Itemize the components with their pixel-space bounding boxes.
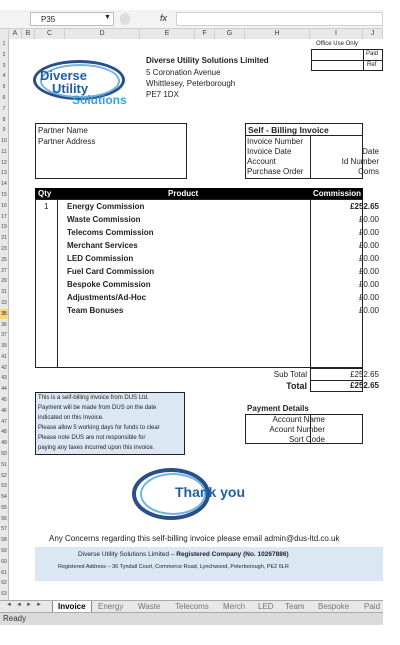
product-header: Product (168, 189, 199, 198)
row-header[interactable]: 14 (1, 181, 7, 188)
commission-header: Commission (313, 189, 362, 198)
item-amount: £0.00 (358, 306, 379, 315)
item-product: Adjustments/Ad-Hoc (67, 293, 147, 302)
total-value: £252.65 (350, 381, 379, 390)
note-line: indicated on this Invoice. (38, 415, 104, 421)
row-header[interactable]: 2 (2, 51, 6, 58)
thank-you-text: Thank you (175, 484, 246, 500)
row-headers (0, 39, 9, 600)
row-header[interactable]: 33 (1, 299, 7, 306)
invoice-date-value: Date (362, 147, 379, 156)
tab-telecoms[interactable]: Telecoms (175, 602, 209, 611)
row-header[interactable]: 39 (1, 343, 7, 350)
item-amount: £0.00 (358, 267, 379, 276)
row-header[interactable]: 31 (1, 289, 7, 296)
tab-led[interactable]: LED (258, 602, 274, 611)
row-header[interactable]: 57 (1, 526, 7, 533)
item-qty: 1 (44, 202, 49, 211)
ref-label: Ref (367, 62, 377, 68)
row-header[interactable]: 15 (1, 192, 7, 199)
status-bar (0, 612, 383, 625)
qty-header: Qty (38, 189, 52, 198)
row-header[interactable]: 12 (1, 159, 7, 166)
sort-code-label: Sort Code (288, 435, 325, 444)
row-header[interactable]: 50 (1, 450, 7, 457)
partner-address-label: Partner Address (38, 137, 96, 146)
table-header (35, 188, 363, 199)
formula-separator-icon (120, 13, 130, 25)
row-header[interactable]: 6 (2, 94, 6, 101)
note-line: This is a self-billing invoice from DUS Ltd. (38, 395, 149, 401)
company-address-1: 5 Coronation Avenue (146, 68, 221, 77)
item-product: LED Commission (67, 254, 134, 263)
logo-word-solutions: Solutions (72, 93, 127, 107)
first-sheet-icon[interactable]: ◄ (6, 602, 12, 608)
tab-team[interactable]: Team (285, 602, 305, 611)
concerns-text: Any Concerns regarding this self-billing invoice please email admin@dus-ltd.co.uk (49, 534, 340, 543)
column-header[interactable]: C (35, 29, 65, 39)
row-header[interactable]: 25 (1, 256, 7, 263)
row-header[interactable]: 63 (1, 591, 7, 598)
divider (310, 199, 311, 368)
company-address-2: Whittlesey, Peterborough (146, 79, 236, 88)
row-header[interactable]: 49 (1, 440, 7, 447)
row-header[interactable]: 19 (1, 224, 7, 231)
tab-bespoke[interactable]: Bespoke (318, 602, 350, 611)
total-label: Total (286, 381, 307, 391)
row-header[interactable]: 53 (1, 483, 7, 490)
item-product: Waste Commission (67, 215, 141, 224)
row-header[interactable]: 43 (1, 375, 7, 382)
tab-energy[interactable]: Energy (98, 602, 124, 611)
item-product: Team Bonuses (67, 306, 124, 315)
note-line: Please allow 5 working days for funds to clear (38, 425, 160, 431)
insert-function-icon[interactable]: fx (160, 13, 168, 23)
paid-label: Paid (366, 51, 379, 57)
divider (57, 199, 58, 368)
note-line: paying any taxes incurred upon this invoice. (38, 445, 155, 451)
row-header[interactable]: 37 (1, 332, 7, 339)
row-header[interactable]: 1 (2, 41, 6, 47)
footer-company: Diverse Utility Solutions Limited – (78, 551, 177, 558)
last-sheet-icon[interactable]: ► (36, 602, 42, 608)
logo-word-utility: Utility (52, 81, 89, 96)
invoice-title: Self - Billing Invoice (248, 125, 329, 135)
purchase-order-value: Coms (358, 167, 379, 176)
row-header[interactable]: 60 (1, 558, 7, 565)
item-amount: £0.00 (358, 254, 379, 263)
row-header[interactable]: 41 (1, 353, 7, 360)
subtotal-label: Sub Total (273, 370, 307, 379)
item-amount: £0.00 (358, 228, 379, 237)
subtotal-value: £252.65 (350, 370, 379, 379)
item-amount: £0.00 (358, 293, 379, 302)
row-header[interactable]: 51 (1, 461, 7, 468)
item-product: Merchant Services (67, 241, 138, 250)
select-all-corner[interactable] (0, 29, 9, 39)
footer-registration: Registered Company (No. 10267886) (176, 551, 289, 558)
column-header[interactable]: H (245, 29, 310, 39)
column-header[interactable]: D (65, 29, 140, 39)
divider (311, 60, 383, 61)
note-line: Payment will be made from DUS on the date (38, 405, 157, 411)
row-header[interactable]: 16 (1, 202, 7, 209)
tab-invoice[interactable]: Invoice (52, 601, 92, 613)
row-header[interactable]: 61 (1, 569, 7, 576)
item-product: Bespoke Commission (67, 280, 151, 289)
row-header[interactable]: 4 (2, 73, 6, 80)
account-number-label: Acount Number (269, 425, 325, 434)
item-product: Telecoms Commission (67, 228, 154, 237)
divider (245, 135, 363, 136)
name-box[interactable]: P35 (30, 12, 114, 26)
row-header[interactable]: 7 (2, 105, 6, 112)
row-header[interactable]: 56 (1, 515, 7, 522)
column-header[interactable]: I (310, 29, 363, 39)
payment-details-title: Payment Details (247, 404, 309, 413)
row-header[interactable]: 54 (1, 494, 7, 501)
note-line: Please note DUS are not responsible for (38, 435, 146, 441)
tab-merch[interactable]: Merch (223, 602, 246, 611)
divider (310, 135, 311, 179)
row-header[interactable]: 47 (1, 418, 7, 425)
row-header[interactable]: 10 (1, 138, 7, 145)
row-header[interactable]: 46 (1, 407, 7, 414)
invoice-date-label: Invoice Date (247, 147, 292, 156)
row-header[interactable]: 13 (1, 170, 7, 177)
row-header[interactable]: 11 (1, 148, 7, 155)
row-header[interactable]: 62 (1, 580, 7, 587)
row-header[interactable]: 35 (0, 309, 8, 320)
tab-waste[interactable]: Waste (138, 602, 161, 611)
column-header[interactable]: B (22, 29, 35, 39)
company-postcode: PE7 1DX (146, 90, 179, 99)
row-header[interactable]: 9 (2, 127, 6, 134)
column-header[interactable]: E (140, 29, 195, 39)
office-use-title: Office Use Only (316, 41, 358, 47)
row-header[interactable]: 55 (1, 504, 7, 511)
row-header[interactable]: 23 (1, 245, 7, 252)
row-header[interactable]: 29 (1, 278, 7, 285)
item-product: Fuel Card Commission (67, 267, 155, 276)
purchase-order-label: Purchase Order (247, 167, 304, 176)
row-header[interactable]: 52 (1, 472, 7, 479)
item-amount: £252.65 (350, 202, 379, 211)
account-name-label: Account Name (272, 415, 325, 424)
invoice-number-label: Invoice Number (247, 137, 304, 146)
item-amount: £0.00 (358, 215, 379, 224)
partner-name-label: Partner Name (38, 126, 88, 135)
item-amount: £0.00 (358, 280, 379, 289)
formula-input[interactable] (176, 12, 383, 26)
row-header[interactable]: 59 (1, 548, 7, 555)
row-header[interactable]: 44 (1, 386, 7, 393)
prev-sheet-icon[interactable]: ◄ (16, 602, 22, 608)
tab-paid[interactable]: Paid (364, 602, 381, 611)
account-value: Id Number (341, 157, 379, 166)
item-product: Energy Commission (67, 202, 145, 211)
row-header[interactable]: 21 (1, 235, 7, 242)
item-amount: £0.00 (358, 241, 379, 250)
footer-line-1 (78, 551, 289, 558)
row-header[interactable]: 42 (1, 364, 7, 371)
column-header[interactable]: J (363, 29, 383, 39)
column-header[interactable]: G (215, 29, 245, 39)
status-text: Ready (3, 614, 27, 623)
sheet-tabs-bar (0, 600, 383, 612)
row-header[interactable]: 58 (1, 537, 7, 544)
row-header[interactable]: 17 (1, 213, 7, 220)
row-header[interactable]: 27 (1, 267, 7, 274)
logo-word-diverse: Diverse (40, 68, 87, 83)
account-label: Account (247, 157, 276, 166)
column-header[interactable]: F (195, 29, 215, 39)
company-name: Diverse Utility Solutions Limited (146, 56, 269, 65)
row-header[interactable]: 5 (2, 84, 6, 91)
next-sheet-icon[interactable]: ► (26, 602, 32, 608)
chevron-down-icon[interactable]: ▼ (104, 14, 111, 21)
row-header[interactable]: 48 (1, 429, 7, 436)
row-header[interactable]: 8 (2, 116, 6, 123)
row-header[interactable]: 45 (1, 397, 7, 404)
row-header[interactable]: 36 (1, 321, 7, 328)
footer-line-2: Registered Address – 36 Tyndall Court, Commerce Road, Lynchwood, Peterborough, PE2 6LR (58, 564, 289, 570)
row-header[interactable]: 3 (2, 62, 6, 69)
column-header[interactable]: A (9, 29, 22, 39)
